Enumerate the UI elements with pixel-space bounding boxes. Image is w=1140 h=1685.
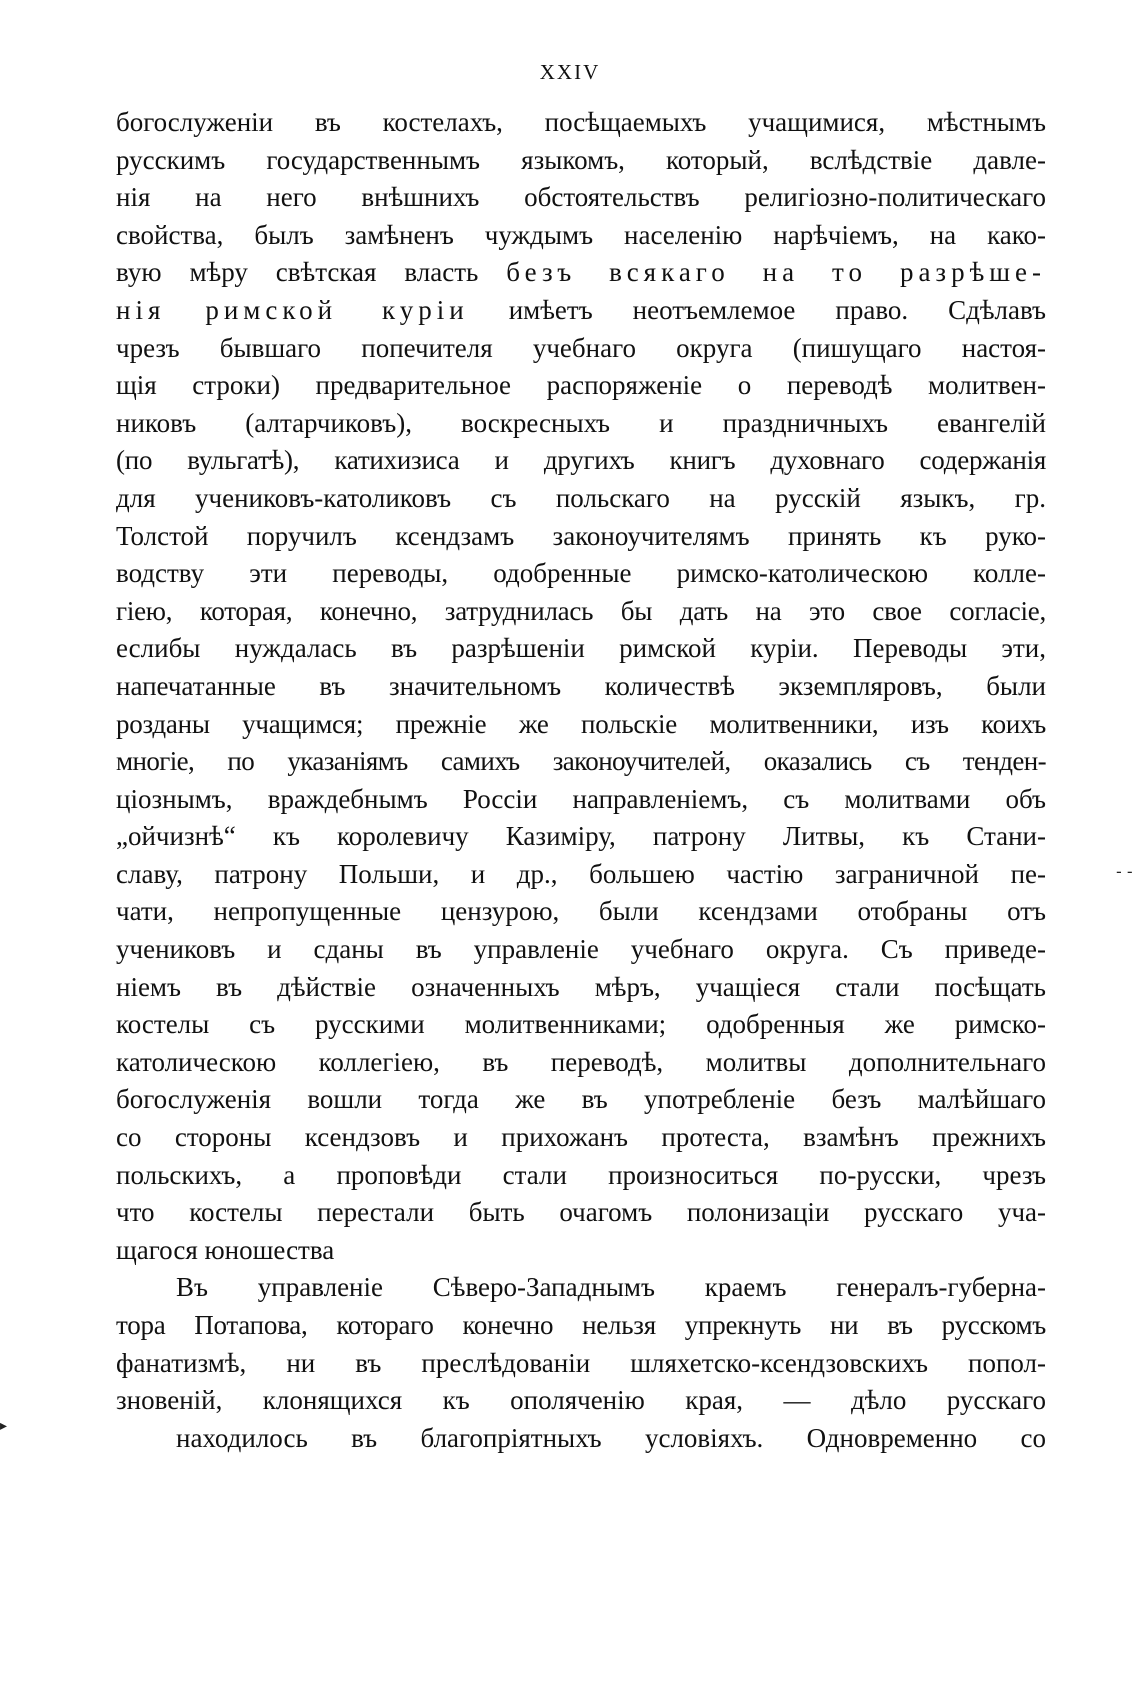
text-line: Въ управленiе Сѣверо-Западнымъ краемъ генералъ-губерна- <box>176 1272 1046 1303</box>
text-line: розданы учащимся; прежнiе же польскiе молитвенники, изъ коихъ <box>116 708 1046 739</box>
text-line: католическою коллегiею, въ переводѣ, молитвы дополнительнаго <box>116 1046 1046 1077</box>
text-line: зновенiй, клонящихся къ ополяченiю края, — дѣло русскаго <box>116 1385 1046 1416</box>
text-line: свойства, былъ замѣненъ чуждымъ населенiю нарѣчiемъ, на како- <box>116 219 1046 250</box>
text-line <box>116 254 1046 292</box>
text-line: нiемъ въ дѣйствiе означенныхъ мѣръ, учащiеся стали посѣщать <box>116 971 1046 1002</box>
text-line: богослуженiи въ костелахъ, посѣщаемыхъ учащимися, мѣстнымъ <box>116 107 1046 137</box>
text-line: „ойчизнѣ“ къ королевичу Казимiру, патрону Литвы, къ Стани- <box>116 821 1046 852</box>
text-line: находилось въ благопрiятныхъ условiяхъ. Одновременно со <box>176 1422 1046 1453</box>
text-line: богослуженiя вошли тогда же въ употребленiе безъ малѣйшаго <box>116 1084 1046 1115</box>
spaced-emphasis: римской курiи <box>205 294 469 325</box>
document-body <box>116 104 1046 1457</box>
text-line: многiе, по указанiямъ самихъ законоучителей, оказались съ тенден- <box>116 746 1046 777</box>
text-line: водству эти переводы, одобренные римско-католическою колле- <box>116 558 1046 589</box>
text-line: никовъ (алтарчиковъ), воскресныхъ и праздничныхъ евангелiй <box>116 407 1046 438</box>
text-line <box>116 292 1046 330</box>
text-segment: имѣетъ неотъемлемое право. Сдѣлавъ <box>508 294 1047 325</box>
text-line: со стороны ксендзовъ и прихожанъ протеста, взамѣнъ прежнихъ <box>116 1122 1046 1153</box>
text-line: что костелы перестали быть очагомъ полонизацiи русскаго уча- <box>116 1197 1046 1228</box>
text-line: фанатизмѣ, ни въ преслѣдованiи шляхетско-ксендзовскихъ попол- <box>116 1347 1046 1378</box>
text-line: тора Потапова, котораго конечно нельзя упрекнуть ни въ русскомъ <box>116 1310 1046 1340</box>
text-line: напечатанные въ значительномъ количествѣ экземпляровъ, были <box>116 670 1046 701</box>
text-line: чати, непропущенные цензурою, были ксендзами отобраны отъ <box>116 896 1046 927</box>
margin-mark: - - <box>1116 862 1133 881</box>
text-line: русскимъ государственнымъ языкомъ, который, вслѣдствiе давле- <box>116 144 1046 175</box>
text-line: нiя на него внѣшнихъ обстоятельствъ религiозно-политическаго <box>116 182 1046 213</box>
text-line: щiя строки) предварительное распоряженiе о переводѣ молитвен- <box>116 370 1046 401</box>
margin-arrow-icon: ▸ <box>0 1418 8 1434</box>
spaced-emphasis: безъ всякаго на то разрѣше- <box>506 257 1047 288</box>
text-line: для учениковъ-католиковъ съ польскаго на русскiй языкъ, гр. <box>116 482 1046 513</box>
text-line: славу, патрону Польши, и др., большею частiю заграничной пе- <box>116 858 1046 889</box>
page-number: XXIV <box>539 60 601 84</box>
text-line: (по вульгатѣ), катихизиса и другихъ книгъ духовнаго содержанiя <box>116 445 1046 476</box>
text-line: Толстой поручилъ ксендзамъ законоучителямъ принять къ руко- <box>116 520 1046 551</box>
text-line: польскихъ, а проповѣди стали произноситься по-русски, чрезъ <box>116 1159 1046 1190</box>
text-line: гiею, которая, конечно, затруднилась бы дать на это свое согласiе, <box>116 595 1046 626</box>
text-segment: вую мѣру свѣтская власть <box>116 257 479 288</box>
text-line: щагося юношества <box>116 1234 335 1265</box>
text-segment: нiя <box>116 294 166 325</box>
text-line: чрезъ бывшаго попечителя учебнаго округа (пишущаго настоя- <box>116 332 1046 363</box>
text-line: учениковъ и сданы въ управленiе учебнаго округа. Съ приведе- <box>116 934 1046 965</box>
text-line: костелы съ русскими молитвенниками; одобренныя же римско- <box>116 1009 1046 1040</box>
text-line: еслибы нуждалась въ разрѣшенiи римской курiи. Переводы эти, <box>116 633 1046 664</box>
text-line: цiознымъ, враждебнымъ Россiи направленiемъ, съ молитвами объ <box>116 783 1046 814</box>
